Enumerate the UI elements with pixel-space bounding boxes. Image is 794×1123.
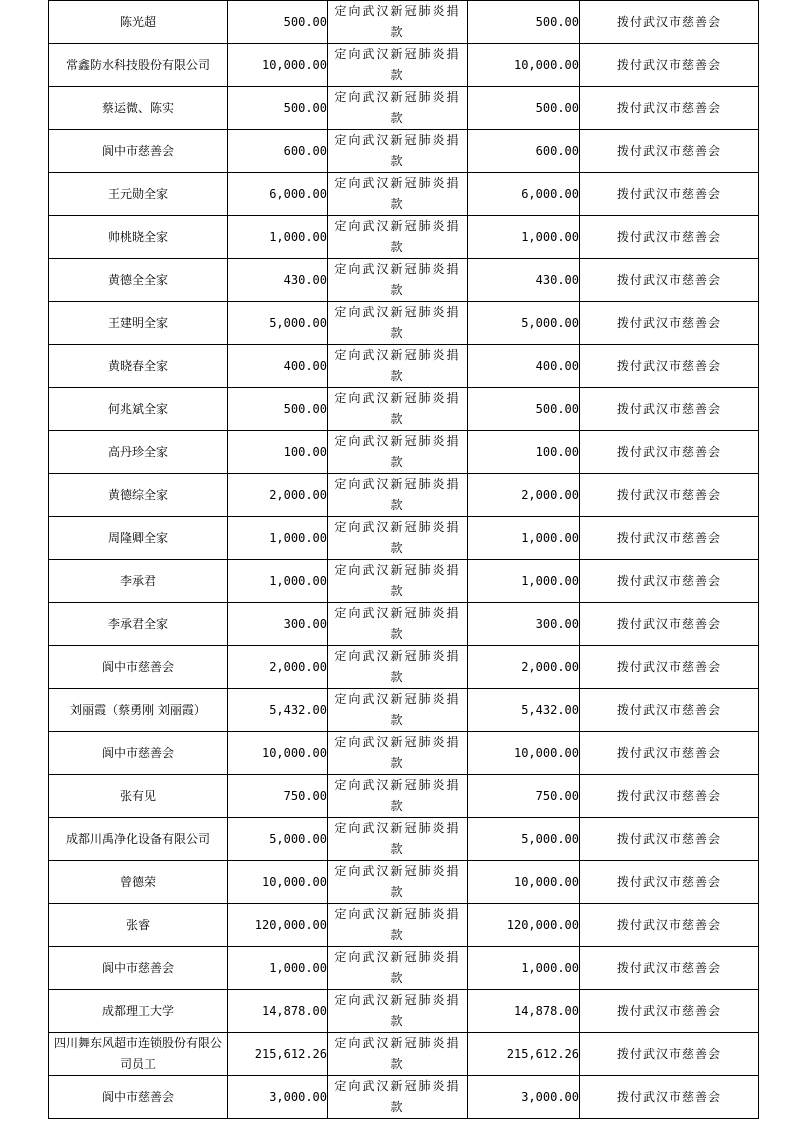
allocation-note-cell: 拨付武汉市慈善会 xyxy=(580,431,759,474)
donor-name-cell: 李承君全家 xyxy=(49,603,228,646)
donation-purpose-cell: 定向武汉新冠肺炎捐款 xyxy=(328,603,468,646)
allocation-note-cell: 拨付武汉市慈善会 xyxy=(580,1,759,44)
donor-name-cell: 成都川禹净化设备有限公司 xyxy=(49,818,228,861)
donation-purpose-cell: 定向武汉新冠肺炎捐款 xyxy=(328,1076,468,1119)
table-row xyxy=(49,861,759,904)
donation-amount-cell: 1,000.00 xyxy=(228,216,328,259)
table-row xyxy=(49,1033,759,1076)
allocated-amount-cell: 10,000.00 xyxy=(468,732,580,775)
table-row xyxy=(49,474,759,517)
donor-name-cell: 阆中市慈善会 xyxy=(49,646,228,689)
table-row xyxy=(49,646,759,689)
donor-name-cell: 黄德全全家 xyxy=(49,259,228,302)
donation-purpose-cell: 定向武汉新冠肺炎捐款 xyxy=(328,431,468,474)
donor-name-cell: 成都理工大学 xyxy=(49,990,228,1033)
donation-amount-cell: 14,878.00 xyxy=(228,990,328,1033)
donation-table-body xyxy=(49,1,759,1119)
allocated-amount-cell: 10,000.00 xyxy=(468,861,580,904)
allocation-note-cell: 拨付武汉市慈善会 xyxy=(580,517,759,560)
donation-purpose-cell: 定向武汉新冠肺炎捐款 xyxy=(328,689,468,732)
table-row xyxy=(49,603,759,646)
table-row xyxy=(49,818,759,861)
table-row xyxy=(49,259,759,302)
table-row xyxy=(49,87,759,130)
donation-purpose-cell: 定向武汉新冠肺炎捐款 xyxy=(328,259,468,302)
allocated-amount-cell: 300.00 xyxy=(468,603,580,646)
allocation-note-cell: 拨付武汉市慈善会 xyxy=(580,388,759,431)
table-row xyxy=(49,689,759,732)
donation-amount-cell: 2,000.00 xyxy=(228,474,328,517)
allocated-amount-cell: 1,000.00 xyxy=(468,517,580,560)
donation-amount-cell: 1,000.00 xyxy=(228,517,328,560)
donor-name-cell: 四川舞东风超市连锁股份有限公司员工 xyxy=(49,1033,228,1076)
allocation-note-cell: 拨付武汉市慈善会 xyxy=(580,818,759,861)
donation-purpose-cell: 定向武汉新冠肺炎捐款 xyxy=(328,44,468,87)
allocation-note-cell: 拨付武汉市慈善会 xyxy=(580,732,759,775)
donation-purpose-cell: 定向武汉新冠肺炎捐款 xyxy=(328,947,468,990)
donor-name-cell: 阆中市慈善会 xyxy=(49,130,228,173)
donor-name-cell: 曾德荣 xyxy=(49,861,228,904)
donor-name-cell: 李承君 xyxy=(49,560,228,603)
donor-name-cell: 刘丽霞（蔡勇刚 刘丽霞） xyxy=(49,689,228,732)
donation-amount-cell: 120,000.00 xyxy=(228,904,328,947)
allocation-note-cell: 拨付武汉市慈善会 xyxy=(580,44,759,87)
allocated-amount-cell: 215,612.26 xyxy=(468,1033,580,1076)
donation-table xyxy=(48,0,759,1119)
allocation-note-cell: 拨付武汉市慈善会 xyxy=(580,861,759,904)
donation-purpose-cell: 定向武汉新冠肺炎捐款 xyxy=(328,775,468,818)
donation-amount-cell: 6,000.00 xyxy=(228,173,328,216)
donor-name-cell: 张睿 xyxy=(49,904,228,947)
table-row xyxy=(49,1,759,44)
allocated-amount-cell: 1,000.00 xyxy=(468,560,580,603)
table-row xyxy=(49,1076,759,1119)
donation-purpose-cell: 定向武汉新冠肺炎捐款 xyxy=(328,990,468,1033)
donation-purpose-cell: 定向武汉新冠肺炎捐款 xyxy=(328,173,468,216)
donor-name-cell: 黄晓春全家 xyxy=(49,345,228,388)
donation-amount-cell: 750.00 xyxy=(228,775,328,818)
donation-amount-cell: 5,000.00 xyxy=(228,302,328,345)
allocation-note-cell: 拨付武汉市慈善会 xyxy=(580,1076,759,1119)
allocation-note-cell: 拨付武汉市慈善会 xyxy=(580,947,759,990)
allocated-amount-cell: 3,000.00 xyxy=(468,1076,580,1119)
donation-purpose-cell: 定向武汉新冠肺炎捐款 xyxy=(328,130,468,173)
allocated-amount-cell: 600.00 xyxy=(468,130,580,173)
donation-amount-cell: 5,432.00 xyxy=(228,689,328,732)
donor-name-cell: 张有见 xyxy=(49,775,228,818)
donation-amount-cell: 1,000.00 xyxy=(228,947,328,990)
allocated-amount-cell: 2,000.00 xyxy=(468,474,580,517)
table-row xyxy=(49,388,759,431)
table-row xyxy=(49,990,759,1033)
donor-name-cell: 周隆卿全家 xyxy=(49,517,228,560)
allocation-note-cell: 拨付武汉市慈善会 xyxy=(580,990,759,1033)
donation-purpose-cell: 定向武汉新冠肺炎捐款 xyxy=(328,517,468,560)
table-row xyxy=(49,904,759,947)
donor-name-cell: 王建明全家 xyxy=(49,302,228,345)
allocated-amount-cell: 5,432.00 xyxy=(468,689,580,732)
allocation-note-cell: 拨付武汉市慈善会 xyxy=(580,259,759,302)
donor-name-cell: 黄德综全家 xyxy=(49,474,228,517)
donor-name-cell: 阆中市慈善会 xyxy=(49,947,228,990)
donation-amount-cell: 500.00 xyxy=(228,1,328,44)
donation-amount-cell: 600.00 xyxy=(228,130,328,173)
allocation-note-cell: 拨付武汉市慈善会 xyxy=(580,302,759,345)
table-row xyxy=(49,775,759,818)
donation-amount-cell: 500.00 xyxy=(228,388,328,431)
allocated-amount-cell: 10,000.00 xyxy=(468,44,580,87)
donor-name-cell: 阆中市慈善会 xyxy=(49,732,228,775)
allocation-note-cell: 拨付武汉市慈善会 xyxy=(580,216,759,259)
table-row xyxy=(49,431,759,474)
allocation-note-cell: 拨付武汉市慈善会 xyxy=(580,474,759,517)
allocation-note-cell: 拨付武汉市慈善会 xyxy=(580,775,759,818)
donation-amount-cell: 215,612.26 xyxy=(228,1033,328,1076)
allocation-note-cell: 拨付武汉市慈善会 xyxy=(580,173,759,216)
donation-amount-cell: 400.00 xyxy=(228,345,328,388)
donation-purpose-cell: 定向武汉新冠肺炎捐款 xyxy=(328,474,468,517)
allocated-amount-cell: 1,000.00 xyxy=(468,216,580,259)
table-row xyxy=(49,130,759,173)
table-row xyxy=(49,947,759,990)
allocated-amount-cell: 5,000.00 xyxy=(468,818,580,861)
allocation-note-cell: 拨付武汉市慈善会 xyxy=(580,1033,759,1076)
donation-purpose-cell: 定向武汉新冠肺炎捐款 xyxy=(328,1033,468,1076)
allocated-amount-cell: 1,000.00 xyxy=(468,947,580,990)
donor-name-cell: 常鑫防水科技股份有限公司 xyxy=(49,44,228,87)
donor-name-cell: 何兆斌全家 xyxy=(49,388,228,431)
table-row xyxy=(49,732,759,775)
allocated-amount-cell: 500.00 xyxy=(468,388,580,431)
donation-purpose-cell: 定向武汉新冠肺炎捐款 xyxy=(328,388,468,431)
donor-name-cell: 蔡运微、陈实 xyxy=(49,87,228,130)
donation-amount-cell: 300.00 xyxy=(228,603,328,646)
table-row xyxy=(49,44,759,87)
donation-purpose-cell: 定向武汉新冠肺炎捐款 xyxy=(328,904,468,947)
donation-purpose-cell: 定向武汉新冠肺炎捐款 xyxy=(328,87,468,130)
allocation-note-cell: 拨付武汉市慈善会 xyxy=(580,689,759,732)
allocated-amount-cell: 500.00 xyxy=(468,87,580,130)
allocated-amount-cell: 6,000.00 xyxy=(468,173,580,216)
donation-amount-cell: 100.00 xyxy=(228,431,328,474)
donation-amount-cell: 10,000.00 xyxy=(228,732,328,775)
allocated-amount-cell: 500.00 xyxy=(468,1,580,44)
donation-purpose-cell: 定向武汉新冠肺炎捐款 xyxy=(328,302,468,345)
allocated-amount-cell: 100.00 xyxy=(468,431,580,474)
donor-name-cell: 陈光超 xyxy=(49,1,228,44)
donation-purpose-cell: 定向武汉新冠肺炎捐款 xyxy=(328,1,468,44)
table-row xyxy=(49,173,759,216)
table-row xyxy=(49,560,759,603)
table-row xyxy=(49,216,759,259)
donation-purpose-cell: 定向武汉新冠肺炎捐款 xyxy=(328,216,468,259)
donor-name-cell: 帅桃晓全家 xyxy=(49,216,228,259)
donation-purpose-cell: 定向武汉新冠肺炎捐款 xyxy=(328,646,468,689)
donation-amount-cell: 430.00 xyxy=(228,259,328,302)
allocation-note-cell: 拨付武汉市慈善会 xyxy=(580,560,759,603)
donation-purpose-cell: 定向武汉新冠肺炎捐款 xyxy=(328,560,468,603)
donor-name-cell: 阆中市慈善会 xyxy=(49,1076,228,1119)
allocation-note-cell: 拨付武汉市慈善会 xyxy=(580,904,759,947)
donor-name-cell: 高丹珍全家 xyxy=(49,431,228,474)
donor-name-cell: 王元勋全家 xyxy=(49,173,228,216)
donation-purpose-cell: 定向武汉新冠肺炎捐款 xyxy=(328,732,468,775)
allocation-note-cell: 拨付武汉市慈善会 xyxy=(580,345,759,388)
donation-amount-cell: 5,000.00 xyxy=(228,818,328,861)
allocated-amount-cell: 750.00 xyxy=(468,775,580,818)
donation-amount-cell: 500.00 xyxy=(228,87,328,130)
allocation-note-cell: 拨付武汉市慈善会 xyxy=(580,130,759,173)
allocation-note-cell: 拨付武汉市慈善会 xyxy=(580,603,759,646)
donation-amount-cell: 10,000.00 xyxy=(228,861,328,904)
allocation-note-cell: 拨付武汉市慈善会 xyxy=(580,87,759,130)
donation-purpose-cell: 定向武汉新冠肺炎捐款 xyxy=(328,345,468,388)
table-row xyxy=(49,345,759,388)
donation-purpose-cell: 定向武汉新冠肺炎捐款 xyxy=(328,861,468,904)
allocated-amount-cell: 400.00 xyxy=(468,345,580,388)
allocation-note-cell: 拨付武汉市慈善会 xyxy=(580,646,759,689)
allocated-amount-cell: 14,878.00 xyxy=(468,990,580,1033)
table-row xyxy=(49,517,759,560)
allocated-amount-cell: 120,000.00 xyxy=(468,904,580,947)
donation-amount-cell: 1,000.00 xyxy=(228,560,328,603)
donation-amount-cell: 3,000.00 xyxy=(228,1076,328,1119)
table-row xyxy=(49,302,759,345)
donation-purpose-cell: 定向武汉新冠肺炎捐款 xyxy=(328,818,468,861)
allocated-amount-cell: 430.00 xyxy=(468,259,580,302)
donation-amount-cell: 10,000.00 xyxy=(228,44,328,87)
allocated-amount-cell: 2,000.00 xyxy=(468,646,580,689)
allocated-amount-cell: 5,000.00 xyxy=(468,302,580,345)
donation-amount-cell: 2,000.00 xyxy=(228,646,328,689)
